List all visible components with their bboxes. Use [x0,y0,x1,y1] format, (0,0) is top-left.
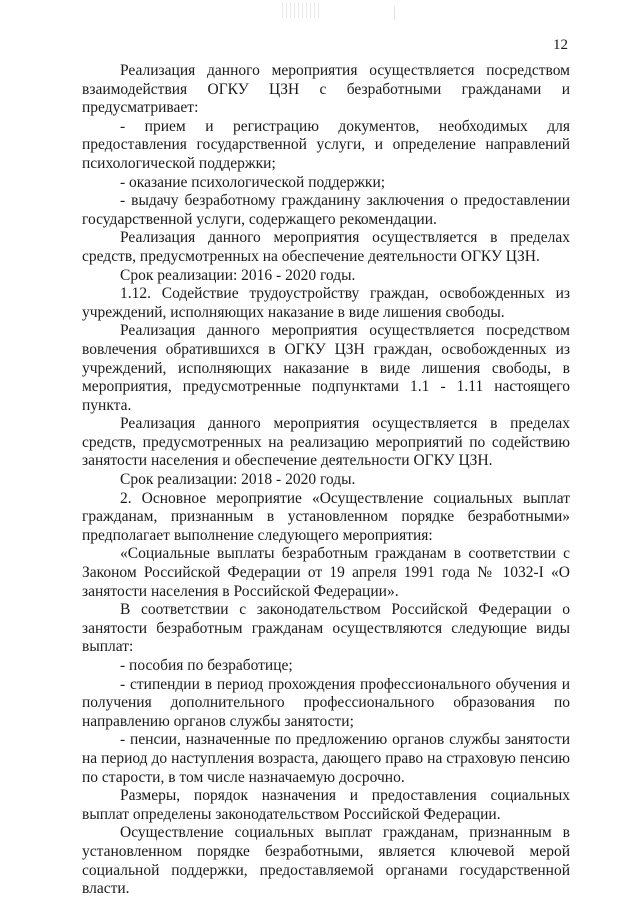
list-item: - выдачу безработному гражданину заключения о предоставлении государственной услуги, содержащего рекомендации. [82,192,570,228]
paragraph: Срок реализации: 2018 - 2020 годы. [120,471,356,489]
paragraph: Реализация данного мероприятия осуществляется посредством взаимодействия ОГКУ ЦЗН с безработными гражданами и предусматривает: [82,62,570,117]
scan-artifact [282,2,322,18]
paragraph: Реализация данного мероприятия осуществляется в пределах средств, предусмотренных на реализацию мероприятий по содействию занятости населения и обеспечение деятельности ОГКУ ЦЗН. [82,415,570,470]
paragraph: «Социальные выплаты безработным гражданам в соответствии с Законом Российской Федерации от 19 апреля 1991 года № 1032-I «О занятости населения в Российской Федерации». [82,545,570,600]
paragraph: Осуществление социальных выплат гражданам, признанным в установленном порядке безработными, является ключевой мерой социальной поддержки, предоставляемой органами государственной власти. [82,824,570,898]
paragraph: Реализация данного мероприятия осуществляется в пределах средств, предусмотренных на обеспечение деятельности ОГКУ ЦЗН. [82,229,570,265]
section-heading: 1.12. Содействие трудоустройству граждан, освобожденных из учреждений, исполняющих наказание в виде лишения свободы. [82,285,570,321]
scan-artifact-line [394,6,395,20]
list-item: - прием и регистрацию документов, необходимых для предоставления государственной услуги, и определение направлений психологической поддержки; [82,117,570,172]
list-item: - пособия по безработице; [120,657,293,674]
document-body [82,62,570,899]
paragraph: Срок реализации: 2016 - 2020 годы. [120,266,356,284]
list-item: - оказание психологической поддержки; [120,173,386,191]
paragraph: Размеры, порядок назначения и предоставления социальных выплат определены законодательством Российской Федерации. [82,787,570,823]
paragraph: В соответствии с законодательством Российской Федерации о занятости безработным гражданам осуществляются следующие виды выплат: [82,601,570,656]
section-heading: 2. Основное мероприятие «Осуществление социальных выплат гражданам, признанным в установленном порядке безработными» предполагает выполнение следующего мероприятия: [82,489,570,544]
list-item: - пенсии, назначенные по предложению органов службы занятости на период до наступления возраста, дающего право на страховую пенсию по старости, в том числе назначаемую досрочно. [82,731,570,786]
list-item: - стипендии в период прохождения профессионального обучения и получения дополнительного профессионального образования по направлению органов службы занятости; [82,675,570,730]
page-number: 12 [553,37,568,53]
paragraph: Реализация данного мероприятия осуществляется посредством вовлечения обратившихся в ОГКУ ЦЗН граждан, освобожденных из учреждений, исполняющих наказание в виде лишения свободы, в мероприятия, предусмотренные подпунктами 1.1 - 1.11 настоящего пункта. [82,322,570,414]
